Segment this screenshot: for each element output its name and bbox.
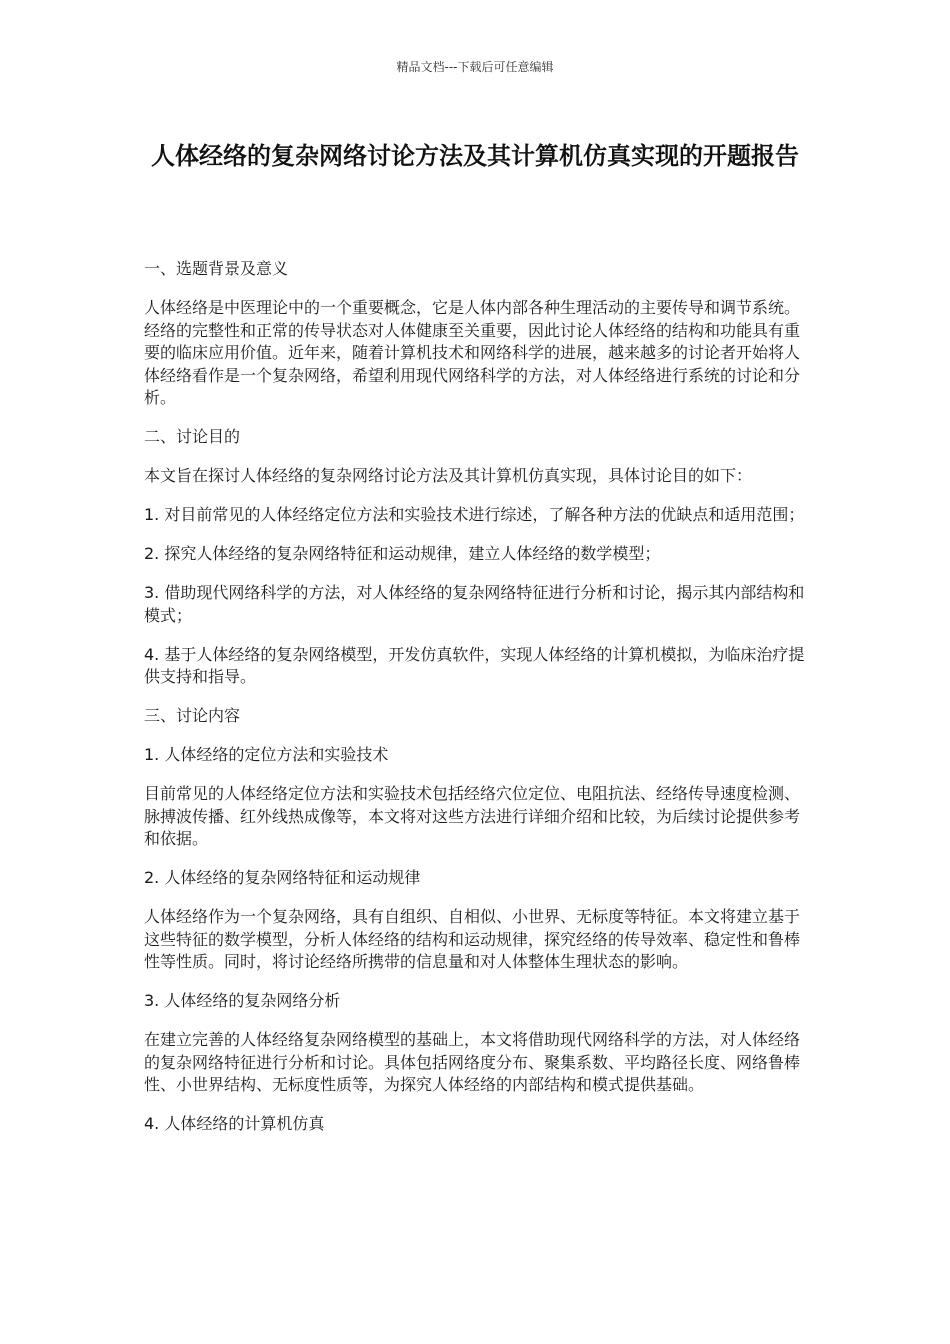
list-item-objective-4: 4. 基于人体经络的复杂网络模型，开发仿真软件，实现人体经络的计算机模拟，为临床治疗提供支持和指导。: [144, 644, 805, 686]
paragraph-positioning-methods: 目前常见的人体经络定位方法和实验技术包括经络穴位定位、电阻抗法、经络传导速度检测、脉搏波传播、红外线热成像等，本文将对这些方法进行详细介绍和比较，为后续讨论提供参考和依据。: [144, 784, 801, 848]
list-item-objective-2: 2. 探究人体经络的复杂网络特征和运动规律，建立人体经络的数学模型；: [144, 544, 661, 563]
header-note: 精品文档---下载后可任意编辑: [396, 60, 554, 74]
paragraph-objectives-intro: 本文旨在探讨人体经络的复杂网络讨论方法及其计算机仿真实现，具体讨论目的如下：: [144, 466, 753, 485]
subheading-network-analysis: 3. 人体经络的复杂网络分析: [144, 991, 341, 1010]
paragraph-background: 人体经络是中医理论中的一个重要概念，它是人体内部各种生理活动的主要传导和调节系统。经络的完整性和正常的传导状态对人体健康至关重要，因此讨论人体经络的结构和功能具有重要的临床应用价值。近年来，随着计算机技术和网络科学的进展，越来越多的讨论者开始将人体经络看作是一个复杂网络，希望利用现代网络科学的方法，对人体经络进行系统的讨论和分析。: [144, 298, 801, 407]
section-heading-objectives: 二、讨论目的: [144, 427, 241, 446]
list-item-objective-3: 3. 借助现代网络科学的方法，对人体经络的复杂网络特征进行分析和讨论，揭示其内部结构和模式；: [144, 583, 805, 625]
document-title: 人体经络的复杂网络讨论方法及其计算机仿真实现的开题报告: [151, 142, 799, 170]
paragraph-network-features: 人体经络作为一个复杂网络，具有自组织、自相似、小世界、无标度等特征。本文将建立基于这些特征的数学模型，分析人体经络的结构和运动规律，探究经络的传导效率、稳定性和鲁棒性等性质。同时，将讨论经络所携带的信息量和对人体整体生理状态的影响。: [144, 907, 801, 971]
list-item-objective-1: 1. 对目前常见的人体经络定位方法和实验技术进行综述，了解各种方法的优缺点和适用范围；: [144, 505, 805, 524]
section-heading-background: 一、选题背景及意义: [144, 259, 289, 278]
subheading-computer-simulation: 4. 人体经络的计算机仿真: [144, 1114, 325, 1133]
section-heading-content: 三、讨论内容: [144, 706, 241, 725]
paragraph-network-analysis: 在建立完善的人体经络复杂网络模型的基础上，本文将借助现代网络科学的方法，对人体经络的复杂网络特征进行分析和讨论。具体包括网络度分布、聚集系数、平均路径长度、网络鲁棒性、小世界结构、无标度性质等，为探究人体经络的内部结构和模式提供基础。: [144, 1030, 801, 1094]
document-body: [144, 258, 806, 1152]
subheading-network-features: 2. 人体经络的复杂网络特征和运动规律: [144, 868, 421, 887]
subheading-positioning-methods: 1. 人体经络的定位方法和实验技术: [144, 745, 389, 764]
